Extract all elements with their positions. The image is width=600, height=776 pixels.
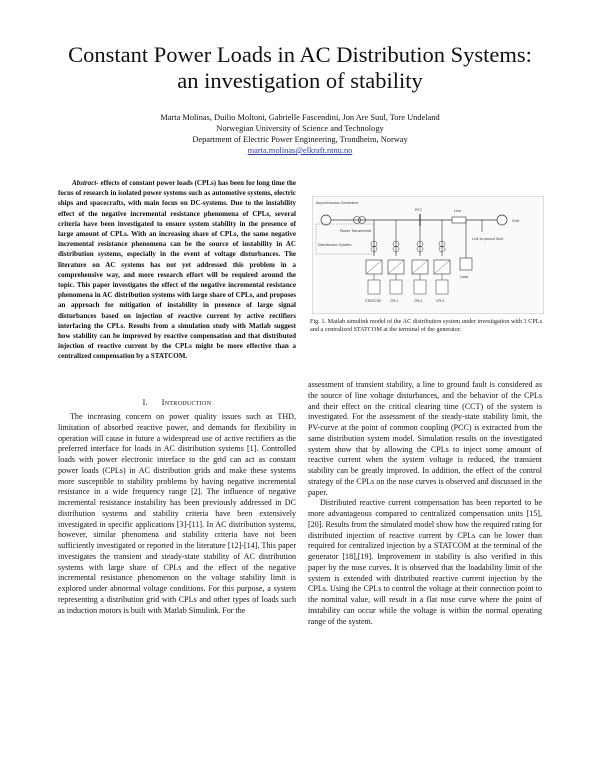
abstract: [58, 178, 296, 362]
label-grid: Grid: [512, 219, 520, 223]
author-email-link[interactable]: marta.molinas@elkraft.ntnu.no: [247, 146, 353, 155]
section-numeral: I.: [142, 398, 148, 407]
abstract-text: effects of constant power loads (CPLs) has been for long time the focus of research in isolated power systems such as automotive systems, electric ships and spacecrafts, with main focus on DC-systems. Due to the instability effect of the negative incremental resistance phenomena of CPLs, several criteria have been investigated to ensure system stability in the presence of large amount of CPLs. With an increasing share of CPLs, the same negative incremental resistance phenomena can be the source of instability in AC distribution systems, especially in the event of voltage disturbances. The literature on AC systems has not yet addressed this problem in a comprehensive way, and more research effort will be required around the topic. This paper investigates the effect of the negative incremental resistance phenomena in AC distribution systems with large share of CPLs, and proposes an approach for mitigation of instability in presence of large signal disturbances based on injection of reactive current by active rectifiers interfacing the CPLs. Results from a simulation study with Matlab suggest how stability can be improved by reactive compensation and that distributed injection of reactive current by the CPLs might be more effective than a centralized compensation by a STATCOM.: [58, 179, 296, 361]
label-distribution-system: Distribution System: [318, 243, 352, 247]
figure-1-circuit-diagram: [312, 196, 544, 314]
load-block: [460, 258, 472, 270]
figure-1-caption: Fig. 1. Matlab simulink model of the AC distribution system under investigation with 3 CPLs and a centralized STATCOM at the terminal of the generator.: [310, 318, 542, 334]
affiliation-university: Norwegian University of Science and Technology: [216, 124, 384, 133]
label-cpl2: CPL2: [414, 299, 423, 303]
label-line: Line: [454, 209, 462, 213]
section-heading-introduction: [58, 398, 296, 407]
introduction-right-column: [308, 380, 542, 627]
label-cpl3: CPL3: [436, 299, 445, 303]
label-load: Load: [460, 275, 469, 279]
introduction-right-paragraph-2-text: Distributed reactive current compensation has been reported to be more advantageous compared to centralized compensation units [15],[20]. Results from the simulated model show how the required rating for distributed injection of reactive current by CPLs can be lower than required for centralized injection by a STATCOM at the terminal of the generator [18],[19]. Improvement in stability is also verified in this paper by the nose curves. It is observed that the loadability limit of the system is extended with distributed reactive current injection by the CPLs. Using the CPLs to control the voltage at their connection point to the nominal value, will result in a flat nose curve where the point of instability can occur while the voltage is within the normal operating range of the system.: [308, 498, 542, 626]
label-pcc: PCC: [415, 208, 423, 212]
circuit-diagram-svg: [312, 196, 544, 314]
title-line-2: an investigation of stability: [177, 68, 423, 93]
introduction-right-paragraph-2: [308, 498, 542, 627]
introduction-left-text: The increasing concern on power quality issues such as THD, limitation of absorbed reactive power, and demands for flexibility in operation will cause in future a widespread use of active rectifiers as the preferred interface for loads in AC distribution systems [1]. Controlled loads with power electronic interface to the grid can act as constant power loads (CPLs) in AC distribution grids and make these systems more susceptible to stability problems by having negative incremental resistance in a wide frequency range [2]. The influence of negative incremental resistance instability has been previously addressed in DC distribution systems and stability criteria have been extensively investigated in specific applications [3]-[11]. In AC distribution systems, however, similar phenomena and stability criteria have not been sufficiently investigated or reported in the literature [12]-[14]. This paper investigates the transient and steady-state stability of AC distribution systems with large share of CPLs and the effect of the negative incremental resistance phenomenon on the voltage stability limit is explored under abnormal voltage conditions. For this purpose, a system representing a distribution grid with CPLs and other types of loads such as induction motors is built with Matlab Simulink. For the: [58, 412, 296, 615]
section-title: Introduction: [161, 398, 212, 407]
label-power-transformer: Power Transformer: [340, 229, 372, 233]
line-impedance: [452, 217, 466, 223]
author-block: [40, 112, 560, 156]
label-statcom: STATCOM: [365, 299, 381, 303]
author-names: Marta Molinas, Duilio Moltoni, Gabrielle Fascendini, Jon Are Suul, Tore Undeland: [160, 113, 440, 122]
label-generator: Asynchronous Generator: [316, 201, 359, 205]
introduction-left-column: [58, 412, 296, 616]
label-fault: Line to ground fault: [472, 237, 504, 241]
paper-title: [20, 42, 580, 94]
introduction-right-paragraph-1: assessment of transient stability, a line to ground fault is considered as the source of line voltage disturbances, and the behavior of the CPLs and their effect on the critical clearing time (CCT) of the system is investigated. For the assessment of the steady-state stability limit, the PV-curve at the point of common coupling (PCC) is extracted from the same distribution system model. Simulation results on the investigated system show that by allowing the CPLs to inject some amount of reactive current when the system voltage is reduced, the transient stability can be greatly improved. In addition, the effect of the control strategy of the CPLs on the nose curves is observed and discussed in the paper.: [308, 380, 542, 497]
affiliation-department: Department of Electric Power Engineering, Trondheim, Norway: [192, 135, 408, 144]
title-line-1: Constant Power Loads in AC Distribution Systems:: [68, 42, 532, 67]
abstract-label: Abstract-: [72, 179, 99, 187]
label-cpl1: CPL1: [390, 299, 399, 303]
